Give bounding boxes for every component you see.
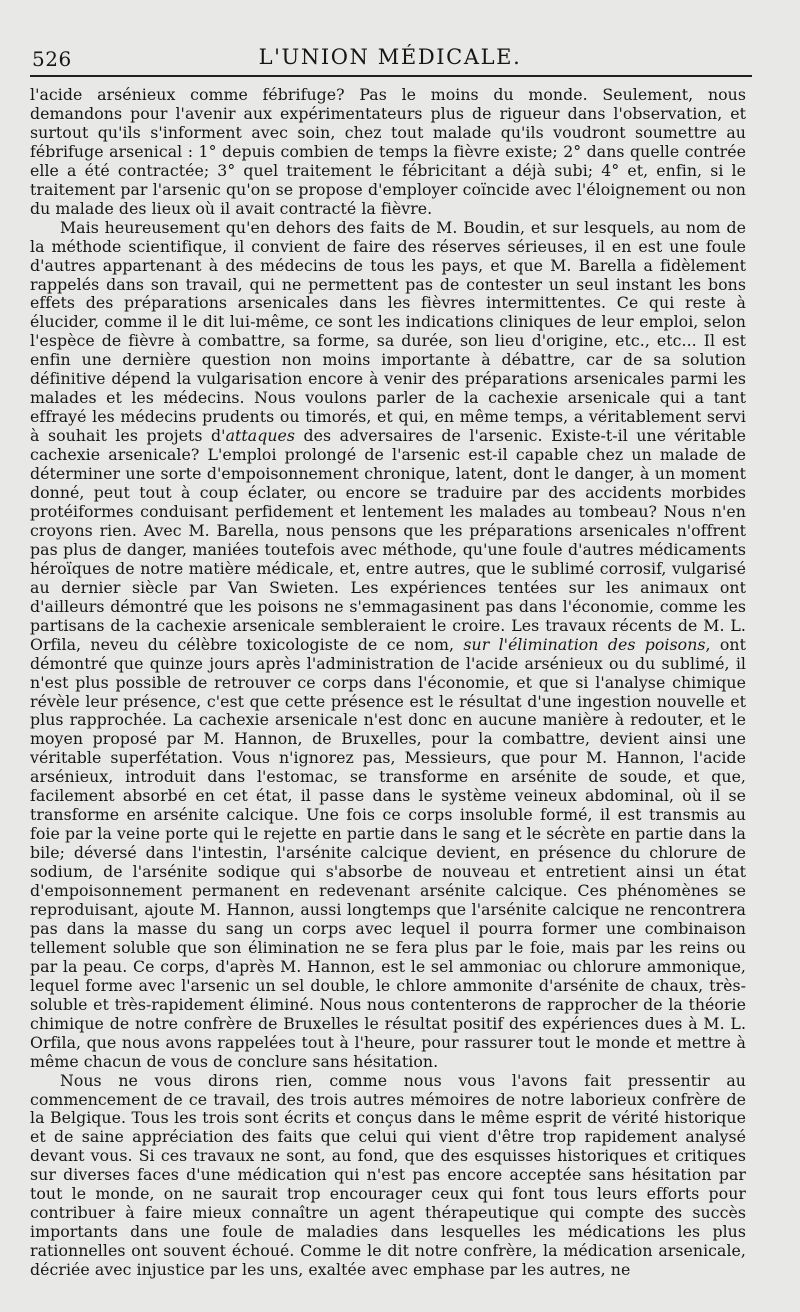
paragraph-2-text-b: des adversaires de l'arsenic. Existe-t-il une véritable cachexie arsenicale? L'emploi prolongé de l'arsenic est-il capable chez un malade de déterminer une sorte d'empoisonnement chronique, latent, dont le danger, à un moment donné, peut tout à coup éclater, ou encore se traduire par des accidents morbides protéiformes conduisant perfidement et lentement les malades au tombeau? Nous n'en croyons rien. Avec M. Barella, nous pensons que les préparations arsenicales n'offrent pas plus de danger, maniées toutefois avec méthode, qu'une foule d'autres médicaments héroïques de notre matière médicale, et, entre autres, que le sublimé corrosif, vulgarisé au dernier siècle par Van Swieten. Les expériences tentées sur les animaux ont d'ailleurs démontré que les poisons ne s'emmagasinent pas dans l'économie, comme les partisans de la cachexie arsenicale sembleraient le croire. Les travaux récents de M. L. Orfila, neveu du célèbre toxicologiste de ce nom, bbox=[30, 426, 747, 654]
running-head bbox=[32, 43, 748, 73]
paragraph-1-text: l'acide arsénieux comme fébrifuge? Pas le moins du monde. Seulement, nous demandons pour l'avenir aux expérimentateurs plus de rigueur dans l'observation, et surtout qu'ils s'informent avec soin, chez tout malade qu'ils voudront soumettre au fébrifuge arsenical : 1° depuis combien de temps la fièvre existe; 2° dans quelle contrée elle a été contractée; 3° quel traitement le fébricitant a déjà subi; 4° et, enfin, si le traitement par l'arsenic qu'on se propose d'employer coïncide avec l'éloignement ou non du malade des lieux où il avait contracté la fièvre. bbox=[30, 85, 746, 218]
paragraph-2 bbox=[30, 219, 746, 1072]
paragraph-2-text-a: Mais heureusement qu'en dehors des faits de M. Boudin, et sur lesquels, au nom de la méthode scientifique, il convient de faire des réserves sérieuses, il en est une foule d'autres appartenant à des médecins de tous les pays, et que M. Barella a fidèlement rappelés dans son travail, qui ne permettent pas de contester un seul instant les bons effets des préparations arsenicales dans les fièvres intermittentes. Ce qui reste à élucider, comme il le dit lui-même, ce sont les indications cliniques de leur emploi, selon l'espèce de fièvre à combattre, sa forme, sa durée, son lieu d'origine, etc., etc... Il est enfin une dernière question non moins importante à débattre, car de sa solution définitive dépend la vulgarisation encore à venir des préparations arsenicales parmi les malades et les médecins. Nous voulons parler de la cachexie arsenicale qui a tant effrayé les médecins prudents ou timorés, et qui, en même temps, a véritablement servi à souhait les projets d' bbox=[30, 217, 746, 446]
paragraph-3 bbox=[30, 1072, 746, 1280]
paragraph-1 bbox=[30, 86, 746, 219]
header-rule bbox=[30, 75, 752, 77]
journal-title: L'UNION MÉDICALE. bbox=[258, 45, 522, 69]
italic-title-elimination-des-poisons: sur l'élimination des poisons bbox=[463, 634, 706, 654]
body-text bbox=[30, 86, 746, 1280]
paragraph-3-text: Nous ne vous dirons rien, comme nous vous l'avons fait pressentir au commencement de ce travail, des trois autres mémoires de notre laborieux confrère de la Belgique. Tous les trois sont écrits et conçus dans le même esprit de vérité historique et de saine appréciation des faits que celui qui vient d'être trop rapidement analysé devant vous. Si ces travaux ne sont, au fond, que des esquisses historiques et critiques sur diverses faces d'une médication qui n'est pas encore acceptée sans hésitation par tout le monde, on ne saurait trop encourager ceux qui font tous leurs efforts pour contribuer à faire mieux connaître un agent thérapeutique qui compte des succès importants dans une foule de maladies dans lesquelles les médications les plus rationnelles ont souvent échoué. Comme le dit notre confrère, la médication arsenicale, décriée avec injustice par les uns, exaltée avec emphase par les autres, ne bbox=[30, 1070, 746, 1280]
paragraph-2-text-c: , ont démontré que quinze jours après l'administration de l'acide arsénieux ou du sublimé, il n'est plus possible de retrouver ce corps dans l'économie, et que si l'analyse chimique révèle leur présence, c'est que cette présence est le résultat d'une ingestion nouvelle et plus rapprochée. La cachexie arsenicale n'est donc en aucune manière à redouter, et le moyen proposé par M. Hannon, de Bruxelles, pour la combattre, devient ainsi une véritable superfétation. Vous n'ignorez pas, Messieurs, que pour M. Hannon, l'acide arsénieux, introduit dans l'estomac, se transforme en arsénite de soude, et que, facilement absorbé en cet état, il passe dans le système veineux abdominal, où il se transforme en arsénite calcique. Une fois ce corps insoluble formé, il est transmis au foie par la veine porte qui le rejette en partie dans le sang et le sécrète en partie dans la bile; déversé dans l'intestin, l'arsénite calcique devient, en présence du chlorure de sodium, de l'arsénite sodique qui s'absorbe de nouveau et entretient ainsi un état d'empoisonnement permanent en redevenant arsénite calcique. Ces phénomènes se reproduisant, ajoute M. Hannon, aussi longtemps que l'arsénite calcique ne rencontrera pas dans la masse du sang un corps avec lequel il pourra former une combinaison tellement soluble que son élimination ne se fera plus par le foie, mais par les reins ou par la peau. Ce corps, d'après M. Hannon, est le sel ammoniac ou chlorure ammonique, lequel forme avec l'arsenic un sel double, le chlore ammonite d'arsénite de chaux, très-soluble et très-rapidement éliminé. Nous nous contenterons de rapprocher de la théorie chimique de notre confrère de Bruxelles le résultat positif des expériences dues à M. L. Orfila, que nous avons rappelées tout à l'heure, pour rassurer tout le monde et mettre à même chacun de vous de conclure sans hésitation. bbox=[30, 634, 746, 1071]
italic-term-attaques: attaques bbox=[225, 426, 296, 446]
page-number: 526 bbox=[32, 47, 72, 71]
